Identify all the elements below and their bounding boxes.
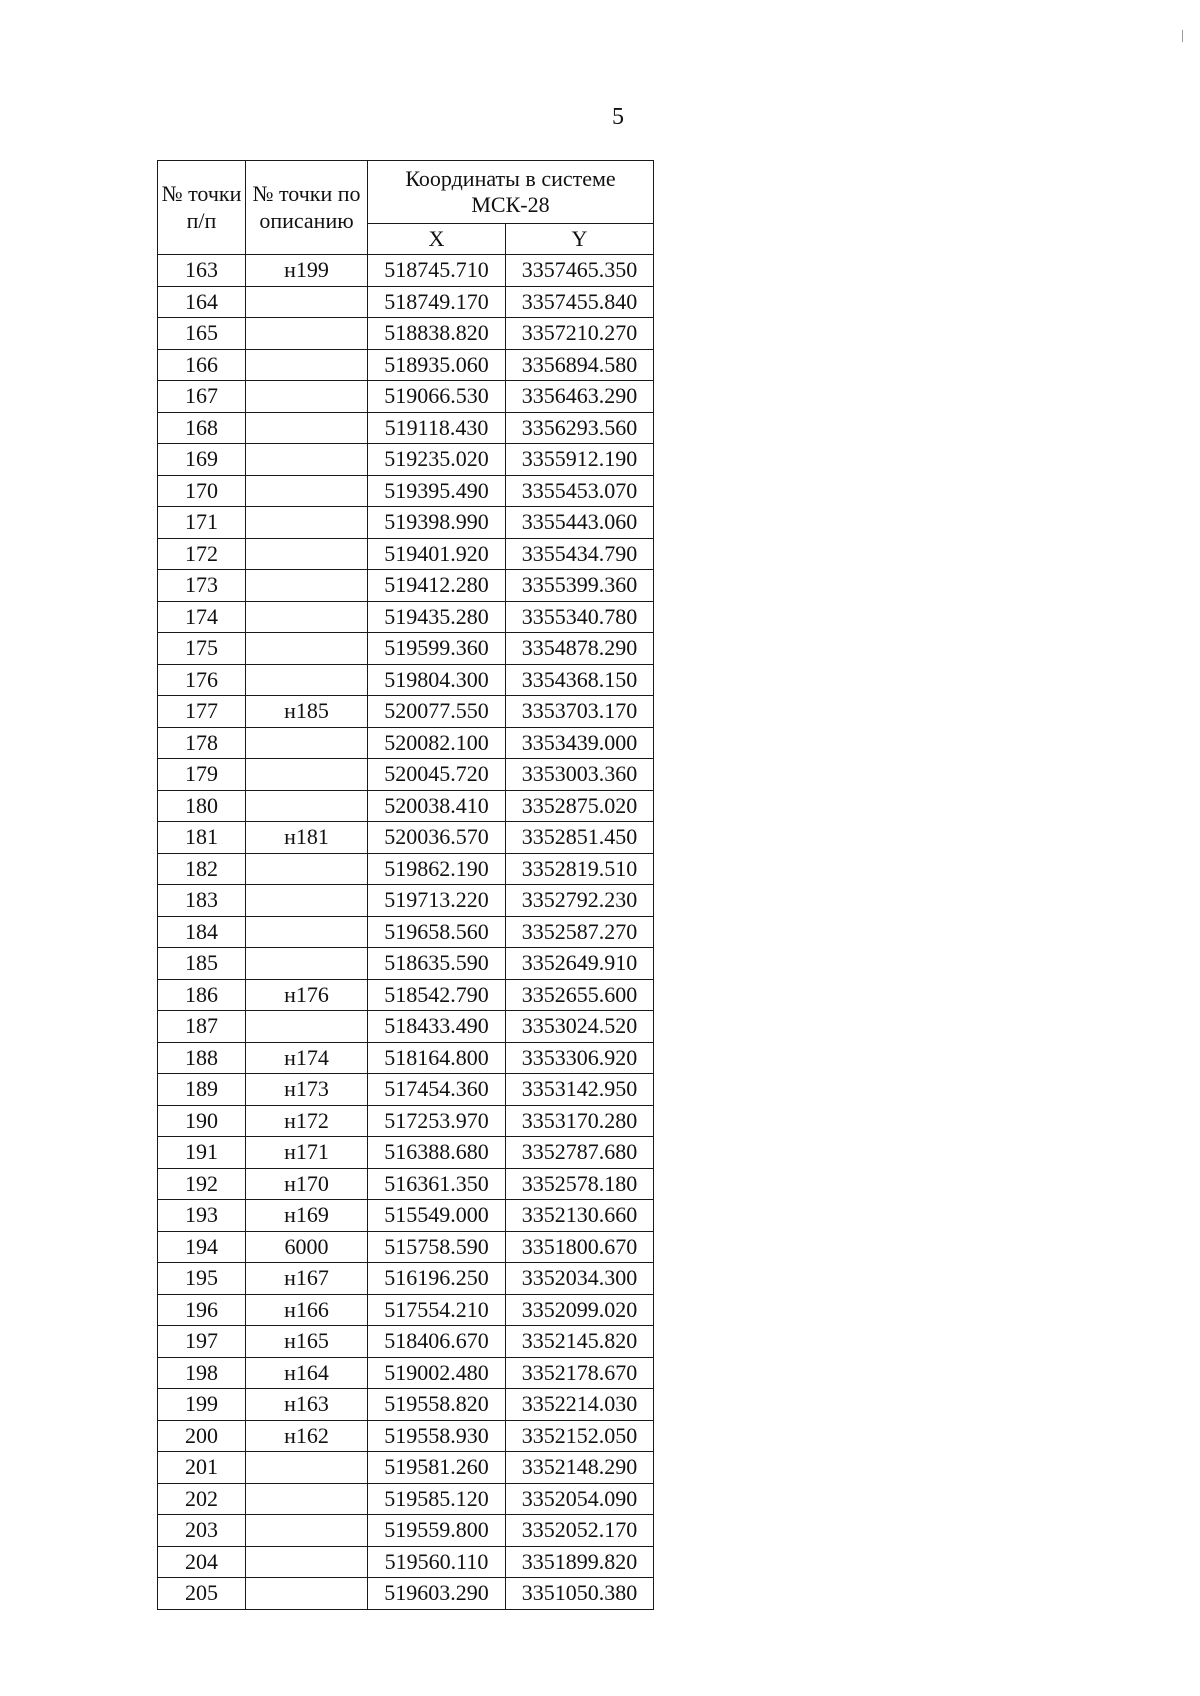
- cell-point-number: 185: [158, 948, 246, 980]
- cell-point-number: 186: [158, 979, 246, 1011]
- cell-y: 3352655.600: [506, 979, 654, 1011]
- cell-point-number: 194: [158, 1231, 246, 1263]
- cell-point-number: 180: [158, 790, 246, 822]
- cell-description-point: [246, 948, 368, 980]
- cell-description-point: [246, 633, 368, 665]
- cell-x: 519658.560: [368, 916, 506, 948]
- table-row: [158, 538, 654, 570]
- cell-description-point: 6000: [246, 1231, 368, 1263]
- cell-description-point: [246, 664, 368, 696]
- cell-x: 520045.720: [368, 759, 506, 791]
- cell-point-number: 167: [158, 381, 246, 413]
- cell-y: 3351899.820: [506, 1546, 654, 1578]
- cell-x: 518749.170: [368, 286, 506, 318]
- cell-x: 519412.280: [368, 570, 506, 602]
- table-row: [158, 790, 654, 822]
- cell-y: 3352214.030: [506, 1389, 654, 1421]
- table-row: [158, 1294, 654, 1326]
- header-x: X: [368, 224, 506, 255]
- table-row: [158, 664, 654, 696]
- cell-point-number: 177: [158, 696, 246, 728]
- cell-y: 3353003.360: [506, 759, 654, 791]
- cell-y: 3353024.520: [506, 1011, 654, 1043]
- cell-y: 3357455.840: [506, 286, 654, 318]
- table-row: [158, 1326, 654, 1358]
- cell-x: 520038.410: [368, 790, 506, 822]
- cell-x: 519559.800: [368, 1515, 506, 1547]
- header-coordinates: Координаты в системе МСК-28: [368, 161, 654, 224]
- cell-y: 3352578.180: [506, 1168, 654, 1200]
- cell-x: 517253.970: [368, 1105, 506, 1137]
- cell-description-point: [246, 1578, 368, 1610]
- cell-description-point: [246, 790, 368, 822]
- cell-point-number: 203: [158, 1515, 246, 1547]
- cell-description-point: [246, 1515, 368, 1547]
- table-row: [158, 1389, 654, 1421]
- cell-x: 520036.570: [368, 822, 506, 854]
- cell-description-point: н164: [246, 1357, 368, 1389]
- cell-x: 519581.260: [368, 1452, 506, 1484]
- cell-point-number: 174: [158, 601, 246, 633]
- cell-point-number: 188: [158, 1042, 246, 1074]
- cell-x: 519002.480: [368, 1357, 506, 1389]
- cell-y: 3351050.380: [506, 1578, 654, 1610]
- cell-point-number: 165: [158, 318, 246, 350]
- cell-y: 3353439.000: [506, 727, 654, 759]
- cell-description-point: н185: [246, 696, 368, 728]
- cell-y: 3357465.350: [506, 255, 654, 287]
- cell-y: 3355453.070: [506, 475, 654, 507]
- table-row: [158, 1420, 654, 1452]
- table-row: [158, 286, 654, 318]
- cell-point-number: 179: [158, 759, 246, 791]
- cell-description-point: н169: [246, 1200, 368, 1232]
- cell-description-point: [246, 727, 368, 759]
- cell-x: 518406.670: [368, 1326, 506, 1358]
- table-row: [158, 1483, 654, 1515]
- cell-x: 517554.210: [368, 1294, 506, 1326]
- table-row: [158, 412, 654, 444]
- table-row: [158, 1137, 654, 1169]
- cell-y: 3355443.060: [506, 507, 654, 539]
- cell-description-point: [246, 538, 368, 570]
- cell-y: 3353306.920: [506, 1042, 654, 1074]
- cell-point-number: 199: [158, 1389, 246, 1421]
- cell-description-point: [246, 853, 368, 885]
- cell-description-point: н173: [246, 1074, 368, 1106]
- cell-description-point: [246, 570, 368, 602]
- cell-point-number: 184: [158, 916, 246, 948]
- table-row: [158, 1011, 654, 1043]
- cell-y: 3352587.270: [506, 916, 654, 948]
- cell-x: 516388.680: [368, 1137, 506, 1169]
- cell-description-point: [246, 412, 368, 444]
- cell-point-number: 192: [158, 1168, 246, 1200]
- table-row: [158, 1200, 654, 1232]
- cell-x: 516361.350: [368, 1168, 506, 1200]
- cell-description-point: н167: [246, 1263, 368, 1295]
- cell-point-number: 175: [158, 633, 246, 665]
- cell-y: 3353170.280: [506, 1105, 654, 1137]
- table-row: [158, 1168, 654, 1200]
- cell-y: 3353142.950: [506, 1074, 654, 1106]
- cell-point-number: 205: [158, 1578, 246, 1610]
- cell-point-number: 191: [158, 1137, 246, 1169]
- cell-description-point: [246, 1011, 368, 1043]
- cell-y: 3351800.670: [506, 1231, 654, 1263]
- cell-y: 3356293.560: [506, 412, 654, 444]
- cell-x: 519558.820: [368, 1389, 506, 1421]
- table-row: [158, 1231, 654, 1263]
- cell-x: 518542.790: [368, 979, 506, 1011]
- cell-x: 516196.250: [368, 1263, 506, 1295]
- table-row: [158, 696, 654, 728]
- cell-point-number: 197: [158, 1326, 246, 1358]
- cell-x: 519862.190: [368, 853, 506, 885]
- table-row: [158, 948, 654, 980]
- scan-edge-mark: [1182, 30, 1183, 42]
- cell-point-number: 176: [158, 664, 246, 696]
- cell-point-number: 198: [158, 1357, 246, 1389]
- cell-x: 519395.490: [368, 475, 506, 507]
- cell-description-point: [246, 601, 368, 633]
- cell-y: 3353703.170: [506, 696, 654, 728]
- table-row: [158, 507, 654, 539]
- cell-x: 519585.120: [368, 1483, 506, 1515]
- cell-y: 3356463.290: [506, 381, 654, 413]
- header-y: Y: [506, 224, 654, 255]
- cell-x: 518164.800: [368, 1042, 506, 1074]
- cell-y: 3352178.670: [506, 1357, 654, 1389]
- cell-description-point: н170: [246, 1168, 368, 1200]
- table-row: [158, 381, 654, 413]
- cell-y: 3352851.450: [506, 822, 654, 854]
- table-row: [158, 255, 654, 287]
- cell-x: 519398.990: [368, 507, 506, 539]
- table-row: [158, 885, 654, 917]
- cell-x: 519435.280: [368, 601, 506, 633]
- cell-point-number: 170: [158, 475, 246, 507]
- cell-x: 519804.300: [368, 664, 506, 696]
- table-row: [158, 1042, 654, 1074]
- cell-description-point: [246, 475, 368, 507]
- cell-x: 520077.550: [368, 696, 506, 728]
- cell-point-number: 189: [158, 1074, 246, 1106]
- table-row: [158, 1578, 654, 1610]
- table-row: [158, 1452, 654, 1484]
- cell-point-number: 195: [158, 1263, 246, 1295]
- cell-y: 3355434.790: [506, 538, 654, 570]
- cell-point-number: 193: [158, 1200, 246, 1232]
- cell-description-point: н165: [246, 1326, 368, 1358]
- cell-x: 518433.490: [368, 1011, 506, 1043]
- cell-description-point: н171: [246, 1137, 368, 1169]
- table-row: [158, 822, 654, 854]
- cell-x: 520082.100: [368, 727, 506, 759]
- cell-x: 519603.290: [368, 1578, 506, 1610]
- cell-point-number: 187: [158, 1011, 246, 1043]
- cell-y: 3354878.290: [506, 633, 654, 665]
- cell-point-number: 178: [158, 727, 246, 759]
- cell-x: 517454.360: [368, 1074, 506, 1106]
- cell-description-point: [246, 916, 368, 948]
- table-row: [158, 1515, 654, 1547]
- table-row: [158, 916, 654, 948]
- cell-x: 519235.020: [368, 444, 506, 476]
- cell-x: 519401.920: [368, 538, 506, 570]
- cell-x: 518635.590: [368, 948, 506, 980]
- cell-x: 515549.000: [368, 1200, 506, 1232]
- cell-y: 3352649.910: [506, 948, 654, 980]
- cell-point-number: 171: [158, 507, 246, 539]
- cell-point-number: 164: [158, 286, 246, 318]
- table-row: [158, 1263, 654, 1295]
- table-row: [158, 1357, 654, 1389]
- cell-x: 518838.820: [368, 318, 506, 350]
- cell-point-number: 172: [158, 538, 246, 570]
- cell-description-point: [246, 286, 368, 318]
- cell-point-number: 168: [158, 412, 246, 444]
- cell-x: 515758.590: [368, 1231, 506, 1263]
- cell-description-point: н163: [246, 1389, 368, 1421]
- cell-x: 519118.430: [368, 412, 506, 444]
- page-number: 5: [612, 104, 624, 130]
- cell-point-number: 181: [158, 822, 246, 854]
- cell-description-point: [246, 507, 368, 539]
- cell-y: 3352034.300: [506, 1263, 654, 1295]
- cell-point-number: 201: [158, 1452, 246, 1484]
- cell-description-point: н199: [246, 255, 368, 287]
- cell-y: 3352152.050: [506, 1420, 654, 1452]
- cell-description-point: н181: [246, 822, 368, 854]
- cell-point-number: 166: [158, 349, 246, 381]
- cell-description-point: н176: [246, 979, 368, 1011]
- cell-point-number: 183: [158, 885, 246, 917]
- table-row: [158, 853, 654, 885]
- cell-point-number: 196: [158, 1294, 246, 1326]
- table-row: [158, 1546, 654, 1578]
- cell-point-number: 200: [158, 1420, 246, 1452]
- cell-y: 3354368.150: [506, 664, 654, 696]
- cell-y: 3352054.090: [506, 1483, 654, 1515]
- cell-description-point: [246, 1546, 368, 1578]
- cell-description-point: н166: [246, 1294, 368, 1326]
- cell-y: 3352145.820: [506, 1326, 654, 1358]
- cell-description-point: [246, 759, 368, 791]
- cell-x: 519560.110: [368, 1546, 506, 1578]
- cell-y: 3355399.360: [506, 570, 654, 602]
- cell-description-point: [246, 444, 368, 476]
- cell-y: 3352052.170: [506, 1515, 654, 1547]
- cell-y: 3352130.660: [506, 1200, 654, 1232]
- table-row: [158, 759, 654, 791]
- cell-x: 519558.930: [368, 1420, 506, 1452]
- cell-x: 519066.530: [368, 381, 506, 413]
- cell-x: 519599.360: [368, 633, 506, 665]
- cell-point-number: 173: [158, 570, 246, 602]
- table-row: [158, 444, 654, 476]
- cell-point-number: 163: [158, 255, 246, 287]
- cell-description-point: н172: [246, 1105, 368, 1137]
- table-row: [158, 601, 654, 633]
- cell-description-point: [246, 1483, 368, 1515]
- cell-y: 3352787.680: [506, 1137, 654, 1169]
- table-row: [158, 633, 654, 665]
- cell-y: 3352819.510: [506, 853, 654, 885]
- cell-y: 3352148.290: [506, 1452, 654, 1484]
- table-row: [158, 1105, 654, 1137]
- cell-x: 519713.220: [368, 885, 506, 917]
- table-row: [158, 727, 654, 759]
- table-body: [158, 255, 654, 1610]
- cell-x: 518935.060: [368, 349, 506, 381]
- cell-y: 3357210.270: [506, 318, 654, 350]
- table-row: [158, 475, 654, 507]
- cell-y: 3352099.020: [506, 1294, 654, 1326]
- cell-description-point: [246, 318, 368, 350]
- coordinates-table: [157, 160, 654, 1610]
- table-row: [158, 318, 654, 350]
- cell-point-number: 202: [158, 1483, 246, 1515]
- cell-description-point: н162: [246, 1420, 368, 1452]
- cell-point-number: 190: [158, 1105, 246, 1137]
- cell-point-number: 204: [158, 1546, 246, 1578]
- cell-y: 3356894.580: [506, 349, 654, 381]
- cell-x: 518745.710: [368, 255, 506, 287]
- cell-point-number: 182: [158, 853, 246, 885]
- header-point-number: № точки п/п: [158, 161, 246, 255]
- table-row: [158, 349, 654, 381]
- table-row: [158, 1074, 654, 1106]
- cell-description-point: [246, 349, 368, 381]
- cell-description-point: [246, 885, 368, 917]
- cell-y: 3352875.020: [506, 790, 654, 822]
- cell-description-point: [246, 381, 368, 413]
- cell-y: 3355340.780: [506, 601, 654, 633]
- cell-description-point: н174: [246, 1042, 368, 1074]
- header-description-point: № точки по описанию: [246, 161, 368, 255]
- table-row: [158, 979, 654, 1011]
- cell-description-point: [246, 1452, 368, 1484]
- cell-y: 3355912.190: [506, 444, 654, 476]
- table-row: [158, 570, 654, 602]
- cell-point-number: 169: [158, 444, 246, 476]
- cell-y: 3352792.230: [506, 885, 654, 917]
